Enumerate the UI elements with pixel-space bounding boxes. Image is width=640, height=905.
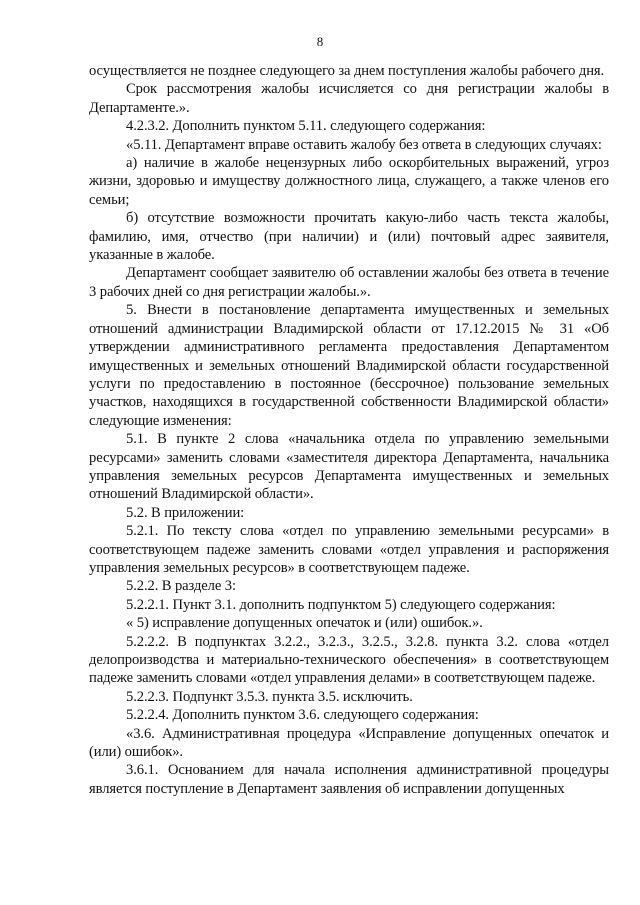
paragraph: 5.2.2.1. Пункт 3.1. дополнить подпунктом 5) следующего содержания:: [126, 596, 556, 613]
paragraph: осуществляется не позднее следующего за днем поступления жалобы рабочего дня.: [89, 63, 605, 79]
paragraph: «5.11. Департамент вправе оставить жалобу без ответа в следующих случаях:: [126, 136, 602, 153]
paragraph: 5.2.2.4. Дополнить пунктом 3.6. следующего содержания:: [126, 707, 479, 724]
paragraph: 4.2.3.2. Дополнить пунктом 5.11. следующего содержания:: [126, 118, 486, 135]
paragraph: 5.2.1. По тексту слова «отдел по управлению земельными ресурсами» в соответствующем падеже заменить словами «отдел управления и распоряжения управления земельных ресурсов» в соответствующем падеже.: [89, 523, 609, 576]
paragraph: 5.1. В пункте 2 слова «начальника отдела по управлению земельными ресурсами» заменить словами «заместителя директора Департамента, начальника управления земельных ресурсов Департамента имущественных и земельных отношений Владимирской области».: [89, 431, 609, 503]
paragraph: 5.2.2.3. Подпункт 3.5.3. пункта 3.5. исключить.: [126, 688, 413, 705]
paragraph: Департамент сообщает заявителю об оставлении жалобы без ответа в течение 3 рабочих дней со дня регистрации жалобы.».: [89, 265, 609, 300]
paragraph: «3.6. Административная процедура «Исправление допущенных опечаток и (или) ошибок».: [89, 725, 609, 761]
page-number: 8: [316, 34, 324, 49]
paragraph: « 5) исправление допущенных опечаток и (или) ошибок.».: [126, 615, 483, 632]
paragraph: а) наличие в жалобе нецензурных либо оскорбительных выражений, угроз жизни, здоровью и имуществу должностного лица, служащего, а также членов его семьи;: [89, 155, 609, 208]
paragraph: 3.6.1. Основанием для начала исполнения административной процедуры является поступление в Департамент заявления об исправлении допущенных: [89, 762, 609, 797]
document-body: [89, 62, 609, 798]
paragraph: Срок рассмотрения жалобы исчисляется со дня регистрации жалобы в Департаменте.».: [89, 81, 609, 116]
paragraph: 5.2. В приложении:: [126, 504, 245, 521]
paragraph: 5.2.2.2. В подпунктах 3.2.2., 3.2.3., 3.2.5., 3.2.8. пункта 3.2. слова «отдел делопроизводства и материально-технического обеспечения» в соответствующем падеже заменить словами «отдел управления делами» в соответствующем падеже.: [89, 633, 609, 687]
paragraph: 5.2.2. В разделе 3:: [126, 578, 236, 595]
paragraph: б) отсутствие возможности прочитать какую-либо часть текста жалобы, фамилию, имя, отчество (при наличии) и (или) почтовый адрес заявителя, указанные в жалобе.: [89, 210, 609, 264]
paragraph: 5. Внести в постановление департамента имущественных и земельных отношений администрации Владимирской области от 17.12.2015 № 31 «Об утверждении административного регламента предоставления Департаментом имущественных и земельных отношений Владимирской области государственной услуги по предоставлению в постоянное (бессрочное) пользование земельных участков, находящихся в государственной собственности Владимирской области» следующие изменения:: [89, 302, 609, 429]
